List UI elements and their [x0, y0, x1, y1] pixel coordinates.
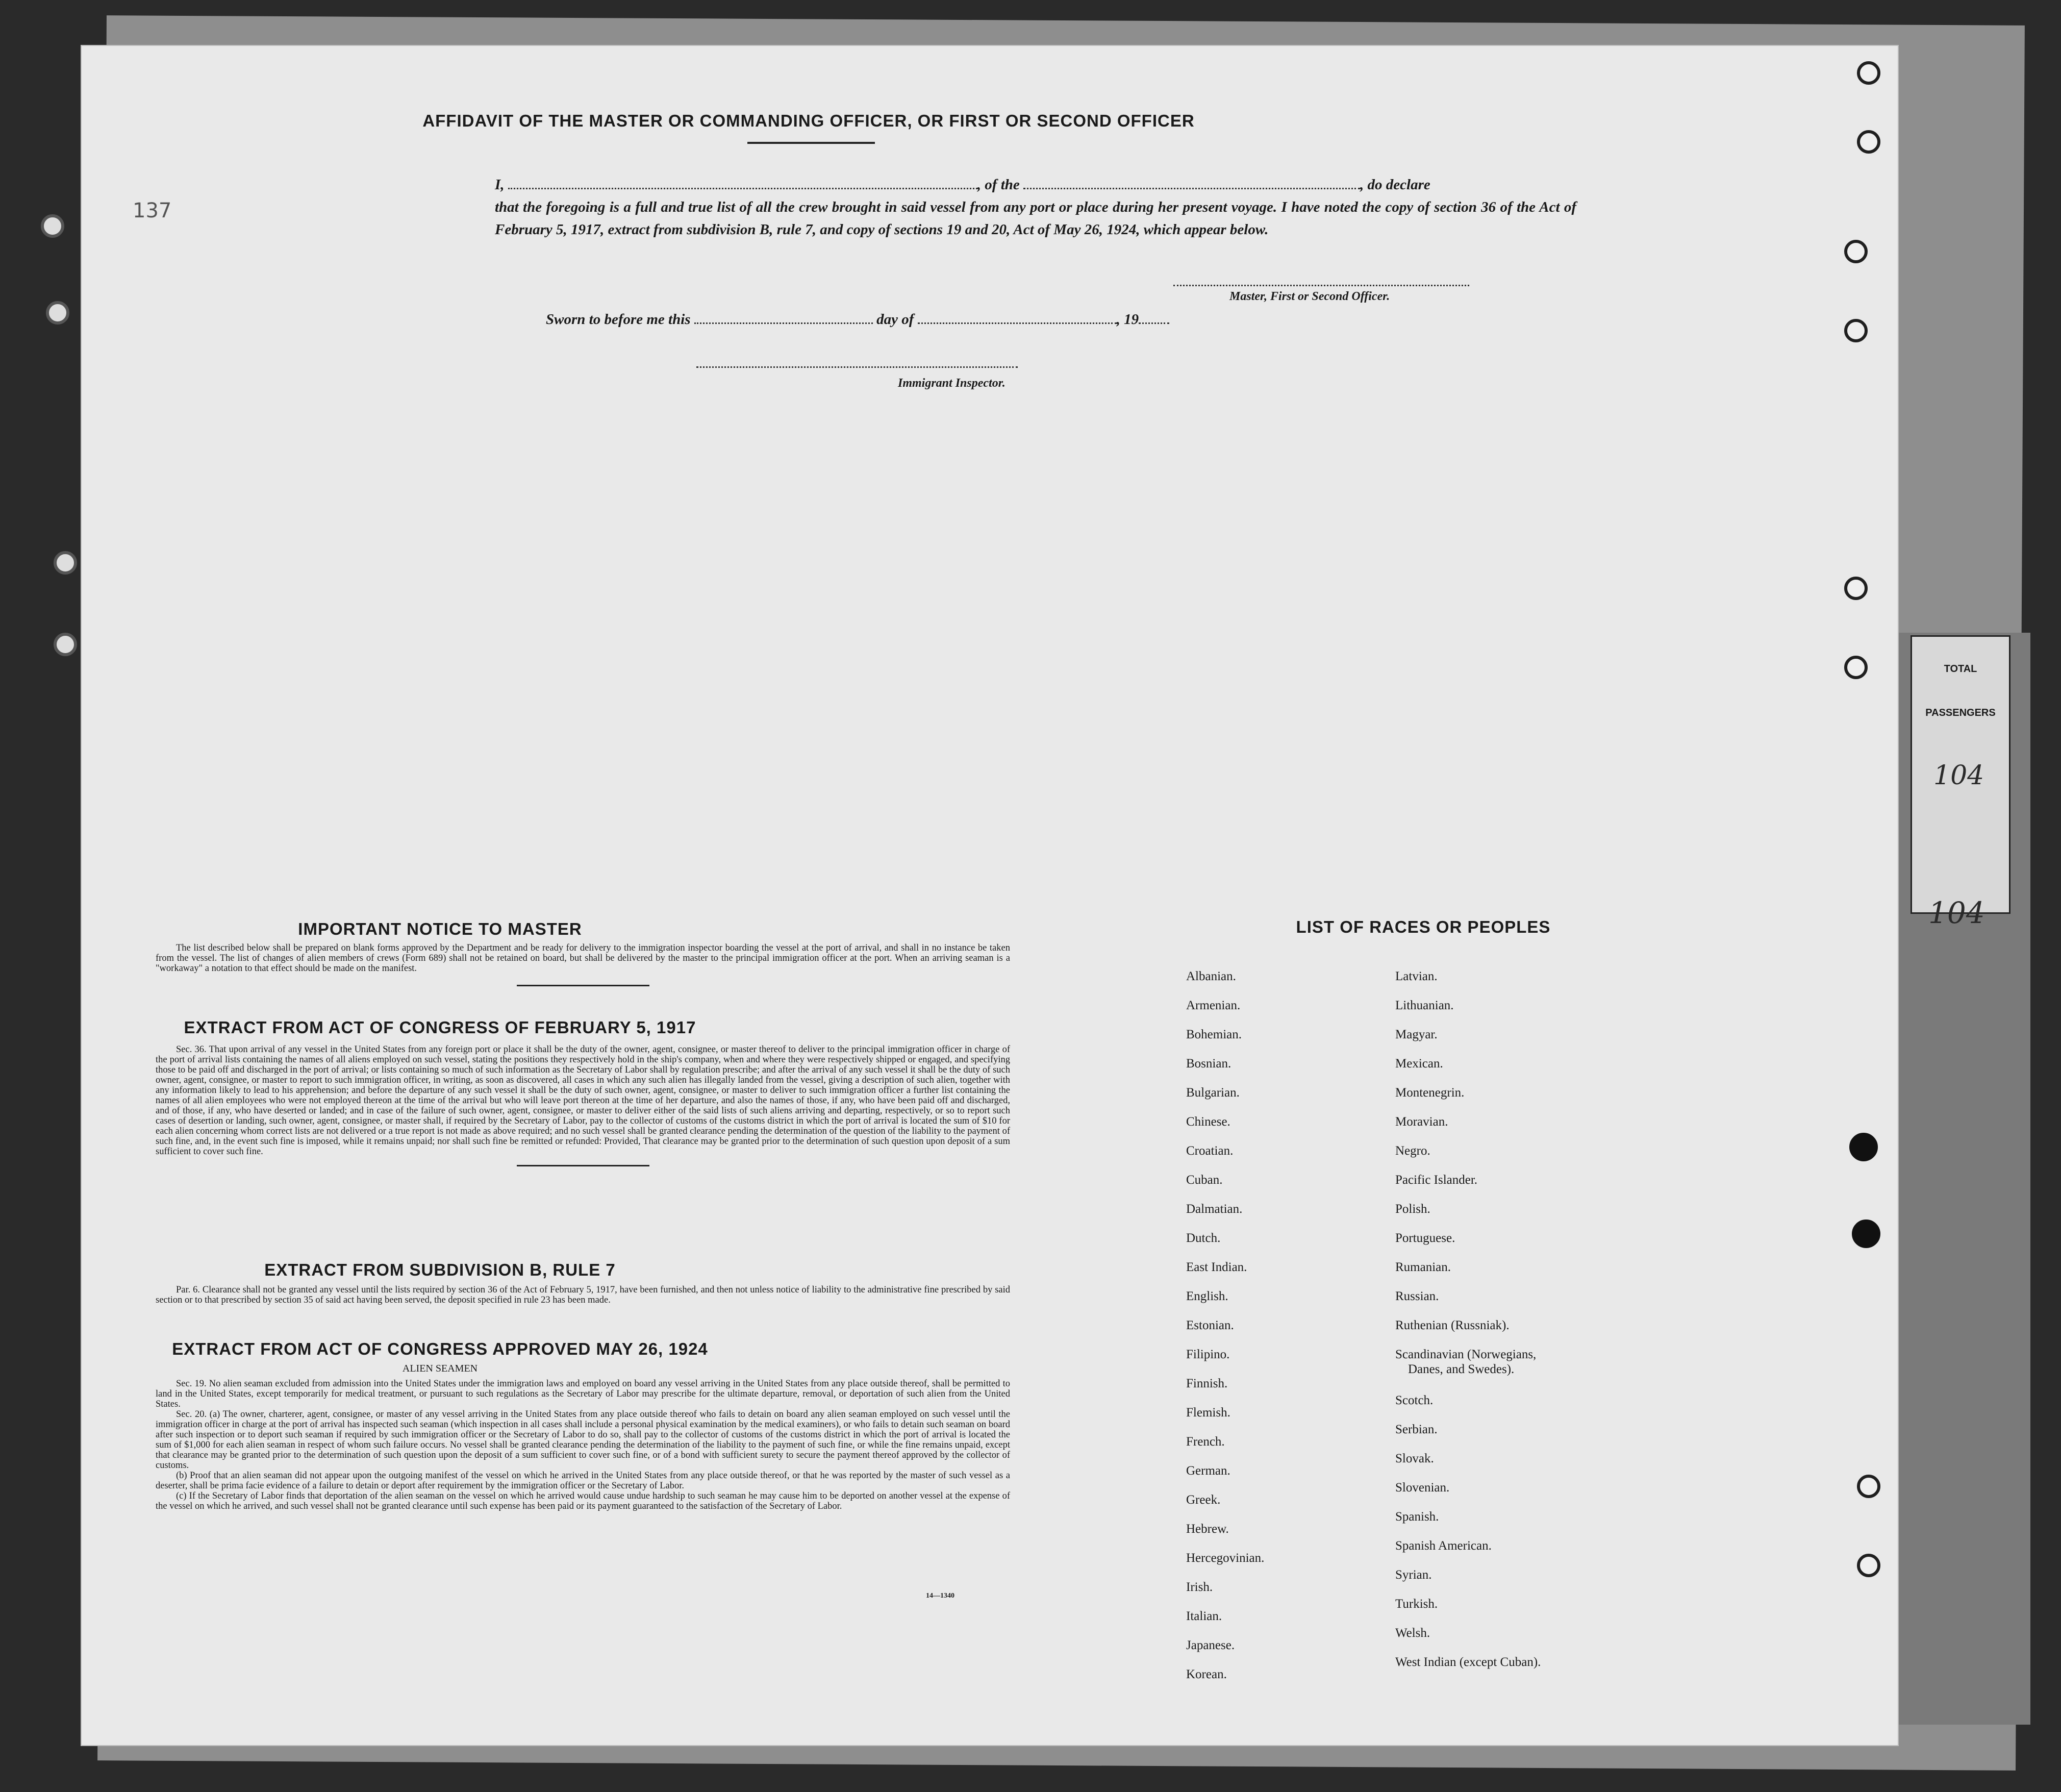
section-separator	[517, 985, 649, 986]
extract-1917	[156, 1018, 1010, 1166]
race-item: Russian.	[1395, 1289, 1439, 1303]
races-title: LIST OF RACES OR PEOPLES	[1296, 917, 1551, 936]
race-item: Negro.	[1395, 1144, 1430, 1158]
punch-hole	[1857, 61, 1880, 85]
notice-title: IMPORTANT NOTICE TO MASTER	[298, 919, 582, 938]
race-item: Syrian.	[1395, 1568, 1432, 1582]
title-rule	[747, 142, 875, 144]
race-item: Hebrew.	[1186, 1522, 1229, 1536]
sworn-year: , 19	[1116, 311, 1139, 328]
race-item: Irish.	[1186, 1580, 1213, 1594]
race-item: Flemish.	[1186, 1406, 1230, 1420]
signature-caption: Master, First or Second Officer.	[1229, 290, 1390, 303]
race-item: Welsh.	[1395, 1626, 1430, 1640]
race-item: Pacific Islander.	[1395, 1173, 1478, 1187]
race-item: Mexican.	[1395, 1057, 1443, 1071]
punch-hole	[1857, 130, 1880, 154]
tally-label-passengers: PASSENGERS	[1925, 707, 1996, 718]
race-item: Korean.	[1186, 1667, 1227, 1681]
sworn-text: Sworn to before me this	[546, 311, 691, 328]
race-item: Bulgarian.	[1186, 1086, 1240, 1100]
race-item: Lithuanian.	[1395, 999, 1454, 1012]
race-item: French.	[1186, 1435, 1225, 1449]
extract-1924	[156, 1339, 1010, 1511]
race-item: Spanish American.	[1395, 1539, 1492, 1553]
race-item: German.	[1186, 1464, 1230, 1478]
race-item: Serbian.	[1395, 1423, 1438, 1436]
punch-hole	[1844, 319, 1868, 342]
race-item: Rumanian.	[1395, 1260, 1451, 1274]
race-item: Bohemian.	[1186, 1028, 1242, 1041]
punch-hole	[1857, 1475, 1880, 1498]
punch-hole	[1849, 1133, 1878, 1161]
notice-to-master	[156, 919, 1010, 986]
race-item: Scotch.	[1395, 1393, 1434, 1407]
race-item: Montenegrin.	[1395, 1086, 1465, 1100]
race-item: Chinese.	[1186, 1115, 1230, 1129]
punch-hole	[1844, 577, 1868, 600]
race-item: East Indian.	[1186, 1260, 1247, 1274]
race-item: Japanese.	[1186, 1638, 1235, 1652]
race-item: Slovak.	[1395, 1452, 1434, 1465]
sworn-line	[546, 311, 1169, 328]
race-item: Cuban.	[1186, 1173, 1223, 1187]
declaration-of-the: , of the	[977, 177, 1020, 193]
race-item: Polish.	[1395, 1202, 1430, 1216]
race-item: English.	[1186, 1289, 1228, 1303]
extract-1924-title: EXTRACT FROM ACT OF CONGRESS APPROVED MAY 26, 1924	[172, 1339, 708, 1358]
race-item: Albanian.	[1186, 969, 1236, 983]
race-item: Finnish.	[1186, 1377, 1228, 1390]
race-item: Armenian.	[1186, 999, 1241, 1012]
race-item: Croatian.	[1186, 1144, 1234, 1158]
race-item: Turkish.	[1395, 1597, 1438, 1611]
race-item: Hercegovinian.	[1186, 1551, 1265, 1565]
extract-1917-title: EXTRACT FROM ACT OF CONGRESS OF FEBRUARY 5, 1917	[184, 1018, 696, 1037]
race-item: Ruthenian (Russniak).	[1395, 1318, 1510, 1332]
race-item: Italian.	[1186, 1609, 1222, 1623]
form-number: 14—1340	[926, 1592, 954, 1600]
subdivision-text: Par. 6. Clearance shall not be granted any vessel until the lists required by section 36 of the Act of February 5, 1917, have been furnished, and then not unless notice of liability to the administrative fine prescribed by said section or to that prescribed by section 35 of said act having been served, the deposit specified in rule 23 has been made.	[156, 1285, 1010, 1305]
sec20b-text: (b) Proof that an alien seaman did not appear upon the outgoing manifest of the vessel on which he arrived in the United States from any place outside thereof, or that he was reported by the master of such vessel as a deserter, shall be prima facie evidence of a failure to detain or deport after requirement by the immigration officer or the Secretary of Labor.	[156, 1471, 1010, 1491]
race-item: Dalmatian.	[1186, 1202, 1243, 1216]
race-item: Slovenian.	[1395, 1481, 1450, 1495]
affidavit-body: that the foregoing is a full and true list of all the crew brought in said vessel from any port or place during her present voyage. I have noted the copy of section 36 of the Act of February 5, 1917, extract from subdivision B, rule 7, and copy of sections 19 and 20, Act of May 26, 1924, which appear below.	[495, 199, 1576, 238]
alien-seamen-subtitle: ALIEN SEAMEN	[402, 1363, 478, 1374]
sworn-day-blank	[694, 311, 873, 324]
declaration-line	[495, 173, 1576, 196]
race-item: Bosnian.	[1186, 1057, 1231, 1071]
race-item: Greek.	[1186, 1493, 1221, 1507]
vessel-blank	[1023, 176, 1360, 189]
race-item: West Indian (except Cuban).	[1395, 1655, 1541, 1669]
punch-hole	[1844, 240, 1868, 263]
signature-line	[1173, 285, 1469, 288]
inspector-caption: Immigrant Inspector.	[898, 377, 1006, 390]
punch-hole	[1844, 656, 1868, 679]
affidavit-text	[495, 173, 1576, 241]
sworn-month-blank	[918, 311, 1117, 324]
section-separator	[517, 1165, 649, 1166]
race-item: Latvian.	[1395, 969, 1438, 983]
race-item: Portuguese.	[1395, 1231, 1455, 1245]
subdivision-b	[156, 1260, 1010, 1305]
tally-value-1: 104	[1933, 760, 1984, 791]
race-item: Estonian.	[1186, 1318, 1234, 1332]
declaration-do-declare: , do declare	[1360, 177, 1430, 193]
extract-1917-text: Sec. 36. That upon arrival of any vessel in the United States from any foreign port or place it shall be the duty of the owner, agent, consignee, or master thereof to deliver to the principal immigration officer in charge of the port of arrival lists containing the names of all aliens employed on such vessel, stating the positions they respectively hold in the ship's company, when and where they were respectively shipped or engaged, and specifying those to be paid off and discharged in the port of arrival; or lists containing so much of such information as the Secretary of Labor shall by regulation prescribe; and after the arrival of any such vessel it shall be the duty of such owner, agent, consignee, or master to report to such immigration officer, in writing, as soon as discovered, all cases in which any such alien has illegally landed from the vessel, giving a description of such alien, together with any information likely to lead to his apprehension; and before the departure of any such vessel it shall be the duty of such owner, agent, consignee, or master to deliver to such immigration officer a further list containing the names of all alien employees who were not employed thereon at the time of the arrival but who will leave port thereon at the time of her departure, and also the names of those, if any, who have been paid off and discharged, and of those, if any, who have deserted or landed; and in case of the failure of such owner, agent, consignee, or master to deliver either of the said lists of such aliens arriving and departing, respectively, or so to report such cases of desertion or landing, such owner, agent, consignee, or master shall, if required by the Secretary of Labor, pay to the collector of customs of the customs district in which the port of arrival is located the sum of $10 for each alien concerning whom correct lists are not delivered or a true report is not made as above required; and no such vessel shall be granted clearance pending the determination of the question of the liability to the payment of such fine, and, in the event such fine is imposed, while it remains unpaid; nor shall such fine be remitted or refunded: Provided, That clearance may be granted prior to the determination of such question upon deposit of a sum sufficient to cover such fine.	[156, 1044, 1010, 1157]
name-blank	[508, 176, 977, 189]
race-item: Filipino.	[1186, 1348, 1230, 1361]
punch-hole	[1857, 1554, 1880, 1577]
inspector-signature-line	[696, 366, 1018, 369]
declaration-i: I,	[495, 177, 505, 193]
race-item: Danes, and Swedes).	[1408, 1362, 1515, 1376]
race-item: Scandinavian (Norwegians,	[1395, 1348, 1537, 1361]
sworn-year-blank	[1139, 311, 1169, 324]
subdivision-title: EXTRACT FROM SUBDIVISION B, RULE 7	[264, 1260, 616, 1279]
affidavit-title: AFFIDAVIT OF THE MASTER OR COMMANDING OFFICER, OR FIRST OR SECOND OFFICER	[422, 111, 1195, 130]
margin-stamp: 137	[133, 199, 172, 222]
manifest-page	[82, 46, 1898, 1745]
punch-hole	[41, 214, 64, 238]
sec19-text: Sec. 19. No alien seaman excluded from admission into the United States under the immigration laws and employed on board any vessel arriving in the United States from any place outside thereof, shall be permitted to land in the United States, except temporarily for medical treatment, or pursuant to such regulations as the Secretary of Labor may prescribe for the ultimate departure, removal, or deportation of such alien from the United States.	[156, 1379, 1010, 1409]
tally-value-2: 104	[1928, 895, 1985, 930]
punch-hole	[54, 633, 77, 656]
race-item: Dutch.	[1186, 1231, 1221, 1245]
sec20a-text: Sec. 20. (a) The owner, charterer, agent, consignee, or master of any vessel arriving in the United States from any place outside thereof who fails to detain on board any alien seaman employed on such vessel until the immigration officer in charge at the port of arrival has inspected such seaman (which inspection in all cases shall include a personal physical examination by the medical examiners), or who fails to detain such seaman on board after such inspection or to deport such seaman if required by such immigration officer or the Secretary of Labor to do so, shall pay to the collector of customs of the customs district in which the port of arrival is located the sum of $1,000 for each alien seaman in respect of whom such failure occurs. No vessel shall be granted clearance pending the determination of the liability to the payment of such fine, or while the fine remains unpaid, except that clearance may be granted prior to the determination of such question upon the deposit of a sum sufficient to cover such fine, or of a bond with sufficient surety to secure the payment thereof approved by the collector of customs.	[156, 1409, 1010, 1471]
punch-hole	[54, 551, 77, 575]
race-item: Spanish.	[1395, 1510, 1439, 1524]
race-item: Magyar.	[1395, 1028, 1438, 1041]
tally-label-total: TOTAL	[1944, 663, 1977, 675]
race-item: Moravian.	[1395, 1115, 1448, 1129]
sworn-day-of: day of	[876, 311, 914, 328]
punch-hole	[46, 301, 69, 325]
sec20c-text: (c) If the Secretary of Labor finds that deportation of the alien seaman on the vessel on which he arrived would cause undue hardship to such seaman he may cause him to be deported on another vessel at the expense of the vessel on which he arrived, and such vessel shall not be granted clearance until such expense has been paid or its payment guaranteed to the satisfaction of the Secretary of Labor.	[156, 1491, 1010, 1511]
punch-hole	[1852, 1219, 1880, 1248]
notice-text: The list described below shall be prepared on blank forms approved by the Department and be ready for delivery to the immigration inspector boarding the vessel at the port of arrival, and shall in no instance be taken from the vessel. The list of changes of alien members of crews (Form 689) shall not be retained on board, but shall be delivered by the master to the principal immigration officer at the port. When an arriving seaman is a "workaway" a notation to that effect should be made on the manifest.	[156, 943, 1010, 974]
